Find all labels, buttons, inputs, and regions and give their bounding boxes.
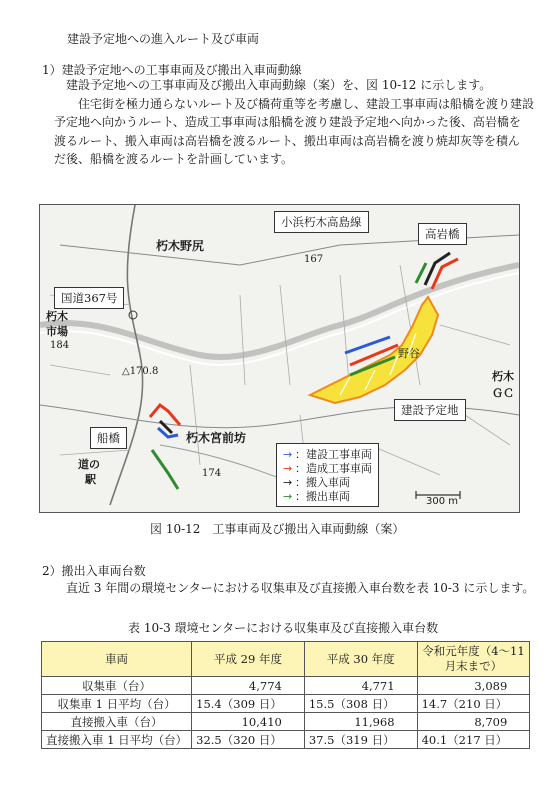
legend-label: 搬入車両	[306, 476, 350, 489]
paragraph-line: 建設予定地への工事車両及び搬出入車両動線（案）を、図 10-12 に示します。	[66, 78, 492, 92]
table-header-cell: 車両	[42, 642, 192, 677]
table-row	[42, 677, 530, 695]
label-michinoeki-1: 道の	[78, 458, 100, 471]
table-cell: 40.1（217 日）	[417, 731, 530, 749]
arrow-site-3	[350, 357, 395, 375]
table-header-row	[42, 642, 530, 677]
figure-caption: 図 10-12 工事車両及び搬出入車両動線（案）	[150, 522, 405, 536]
legend-label: 造成工事車両	[306, 462, 372, 475]
table-cell: 4,774	[192, 677, 305, 695]
table-cell: 収集車（台）	[42, 677, 192, 695]
table-cell: 8,709	[417, 713, 530, 731]
table-row	[42, 713, 530, 731]
label-kutsuki-gc-1: 朽木	[492, 370, 514, 383]
arrow-right-icon: →	[283, 475, 293, 489]
table-cell: 10,410	[192, 713, 305, 731]
callout-funabashi-bridge: 船橋	[90, 427, 127, 449]
label-kutsuki-gc-2: ＧＣ	[492, 387, 514, 400]
label-elev-167: 167	[304, 254, 324, 265]
table-cell: 4,771	[304, 677, 417, 695]
table-cell: 収集車 1 日平均（台）	[42, 695, 192, 713]
table-cell: 15.5（308 日）	[304, 695, 417, 713]
table-cell: 3,089	[417, 677, 530, 695]
label-elev-170: △170.8	[122, 366, 159, 377]
section2-text: 直近 3 年間の環境センターにおける収集車及び直接搬入車台数を表 10-3 に示します。	[66, 581, 535, 595]
map-scale: 300 m	[426, 496, 459, 507]
route-map	[39, 204, 520, 513]
legend-construction: → ： 建設工事車両	[283, 447, 372, 461]
table-cell: 14.7（210 日）	[417, 695, 530, 713]
table-header-cell: 令和元年度（4～11 月末まで）	[417, 642, 530, 677]
table-header-cell: 平成 29 年度	[192, 642, 305, 677]
table-row	[42, 695, 530, 713]
section2-title: 2）搬出入車両台数	[42, 564, 146, 578]
paragraph-line: 予定地へ向かうルート、造成工事車両は船橋を渡り建設予定地へ向かった後、高岩橋を	[54, 115, 521, 129]
arrow-right-icon: →	[283, 447, 293, 461]
table-cell: 32.5（320 日）	[192, 731, 305, 749]
label-kutsuki-norijiri: 朽木野尻	[156, 239, 205, 253]
paragraph-line: だ後、船橋を渡るルートを計画しています。	[54, 152, 294, 166]
table-cell: 37.5（319 日）	[304, 731, 417, 749]
callout-road-line: 小浜朽木高島線	[274, 211, 369, 233]
legend-label: 建設工事車両	[306, 448, 372, 461]
callout-takaiwa-bridge: 高岩橋	[418, 223, 467, 245]
arrow-takaiwa-3	[416, 263, 426, 283]
table-row	[42, 731, 530, 749]
table-caption: 表 10-3 環境センターにおける収集車及び直接搬入車台数	[128, 621, 439, 635]
arrow-right-icon: →	[283, 461, 293, 475]
callout-route367: 国道367号	[54, 287, 124, 309]
table-cell: 直接搬入車（台）	[42, 713, 192, 731]
page-heading: 建設予定地への進入ルート及び車両	[67, 32, 260, 46]
table-cell: 15.4（309 日）	[192, 695, 305, 713]
label-noya: 野谷	[398, 347, 420, 360]
table-cell: 直接搬入車 1 日平均（台）	[42, 731, 192, 749]
arrow-right-icon: →	[283, 489, 293, 503]
paragraph-line: 住宅街を極力通らないルート及び橋荷重等を考慮し、建設工事車両は船橋を渡り建設	[78, 96, 535, 111]
legend-label: 搬出車両	[306, 490, 350, 503]
legend-grading: → ： 造成工事車両	[283, 461, 372, 475]
vehicle-count-table	[41, 641, 530, 749]
section1-paragraph	[54, 76, 535, 169]
label-elev-184: 184	[50, 340, 70, 351]
map-legend	[276, 443, 379, 507]
arrow-grading	[150, 405, 180, 425]
label-miyamaebo: 朽木宮前坊	[186, 431, 247, 445]
label-elev-174: 174	[202, 468, 222, 479]
label-michinoeki-2: 駅	[85, 473, 96, 486]
section1-title: 1）建設予定地への工事車両及び搬出入車両動線	[42, 63, 302, 77]
callout-site: 建設予定地	[394, 399, 466, 421]
table-cell: 11,968	[304, 713, 417, 731]
legend-incoming: → ： 搬入車両	[283, 475, 350, 489]
label-kutsuki-market-1: 朽木	[46, 310, 68, 323]
arrow-outgoing	[152, 450, 178, 489]
legend-outgoing: → ： 搬出車両	[283, 489, 350, 503]
table-header-cell: 平成 30 年度	[304, 642, 417, 677]
paragraph-line: 渡るルート、搬入車両は高岩橋を渡るルート、搬出車両は高岩橋を渡り焼却灰等を積ん	[54, 133, 520, 148]
label-kutsuki-market-2: 市場	[46, 325, 68, 338]
